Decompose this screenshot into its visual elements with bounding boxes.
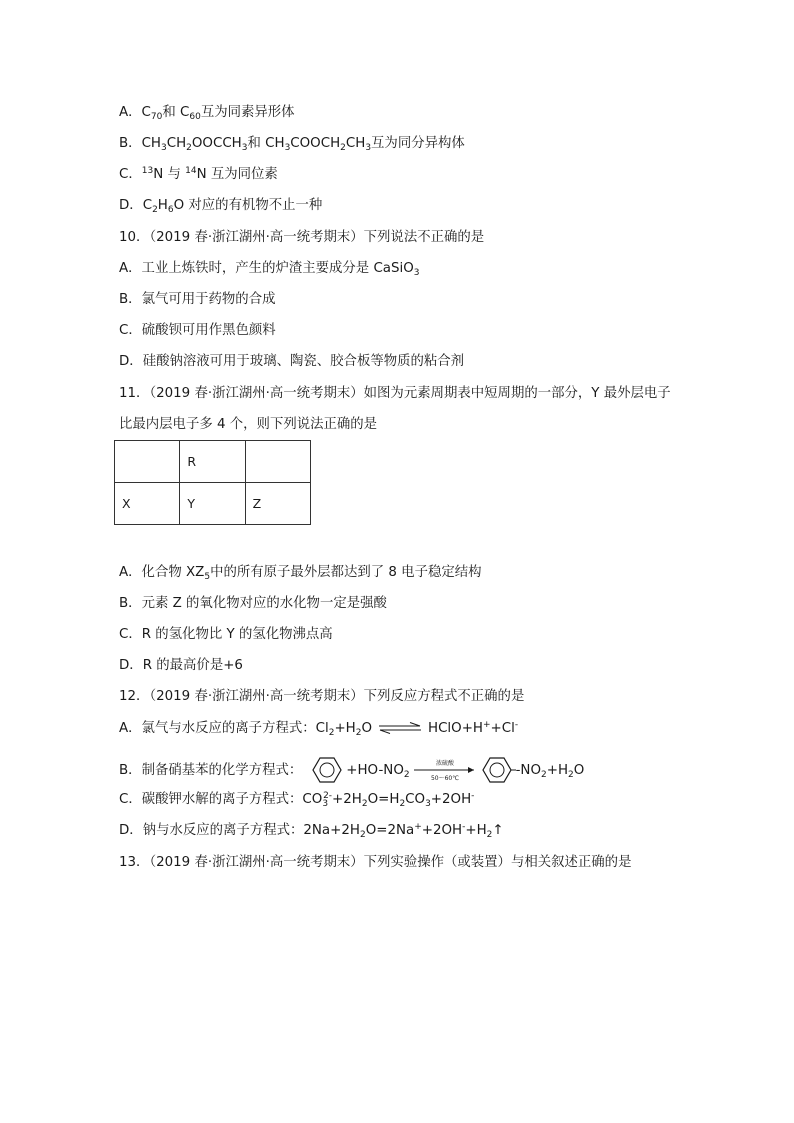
q12-option-a: A．氯气与水反应的离子方程式：$Cl_2+H_2O$ HClO+H++Cl-	[119, 720, 519, 738]
reaction-condition-bottom: 50～60℃	[430, 775, 459, 782]
q11-option-c: C．R 的氢化物比 Y 的氢化物沸点高	[119, 627, 333, 642]
q9-option-d: D．$C_2H_6O$ 对应的有机物不止一种	[119, 198, 323, 215]
table-cell: R	[180, 441, 245, 483]
nitrobenzene-ring-icon	[480, 755, 516, 785]
table-cell: Z	[245, 483, 310, 525]
q12-stem: 12．（2019 春·浙江湖州·高一统考期末）下列反应方程式不正确的是	[119, 689, 525, 704]
q11-option-b: B．元素 Z 的氧化物对应的水化物一定是强酸	[119, 596, 387, 611]
q9-option-b: B．$CH_3CH_2OOCCH_3$和 $CH_3COOCH_2CH_3$互为同分异构体	[119, 136, 465, 153]
q10-option-c: C．硫酸钡可用作黑色颜料	[119, 323, 276, 338]
q9-option-a: A．$C_{70}$和 $C_{60}$互为同素异形体	[119, 105, 295, 122]
table-row	[115, 483, 311, 525]
q12-option-b: B．制备硝基苯的化学方程式： $+HO-NO_2$ 浓硫酸 50～60℃ $-NO_2+H_2O$	[119, 755, 584, 785]
q11-option-a: A．化合物 $XZ_5$中的所有原子最外层都达到了 8 电子稳定结构	[119, 565, 482, 582]
table-row	[115, 441, 311, 483]
q11-stem-line1: 11．（2019 春·浙江湖州·高一统考期末）如图为元素周期表中短周期的一部分，Y 最外层电子	[119, 386, 671, 401]
reversible-arrow-icon	[378, 722, 422, 734]
table-cell	[115, 441, 180, 483]
q11-option-d: D．R 的最高价是+6	[119, 658, 243, 673]
q10-stem: 10．（2019 春·浙江湖州·高一统考期末）下列说法不正确的是	[119, 230, 485, 245]
q10-option-a: A．工业上炼铁时，产生的炉渣主要成分是 CaSiO$_3$	[119, 261, 420, 278]
q13-stem: 13．（2019 春·浙江湖州·高一统考期末）下列实验操作（或装置）与相关叙述正确的是	[119, 855, 632, 870]
table-cell	[245, 441, 310, 483]
reaction-condition-top: 浓硫酸	[435, 760, 454, 767]
q11-stem-line2: 比最内层电子多 4 个，则下列说法正确的是	[119, 417, 378, 432]
q12-option-c: C．碳酸钾水解的离子方程式：$CO_3^{2-}+2H_2O=H_2CO_3+2OH^-$	[119, 791, 475, 809]
q12-option-d: D．钠与水反应的离子方程式：$2Na+2H_2O=2Na^++2OH^-+H_2↑$	[119, 822, 504, 840]
q10-option-d: D．硅酸钠溶液可用于玻璃、陶瓷、胶合板等物质的粘合剂	[119, 354, 465, 369]
q9-option-c: C．$^{13}$N 与 $^{14}$N 互为同位素	[119, 166, 278, 182]
table-cell: Y	[180, 483, 245, 525]
q10-option-b: B．氯气可用于药物的合成	[119, 292, 276, 307]
benzene-ring-icon	[310, 755, 344, 785]
reaction-arrow-icon	[412, 756, 478, 784]
periodic-table-fragment	[114, 440, 311, 525]
table-cell: X	[115, 483, 180, 525]
